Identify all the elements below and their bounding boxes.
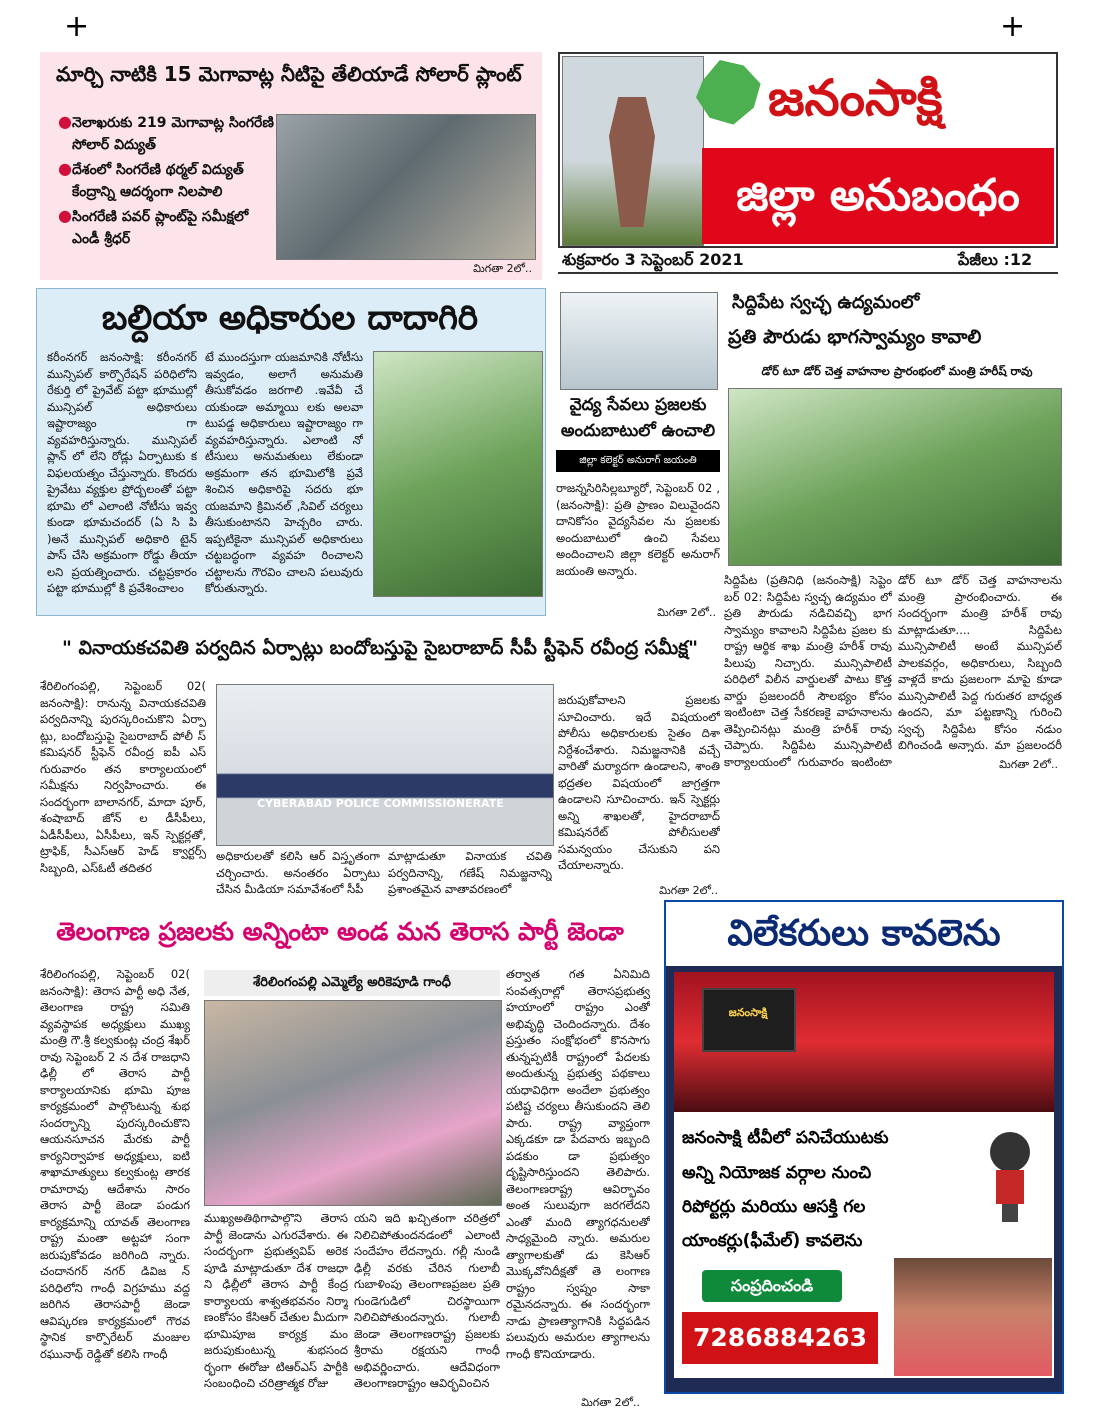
ad-line-3: రిపోర్టర్లు మరియు ఆసక్తి గల (682, 1197, 866, 1217)
masthead-monument-photo (562, 56, 704, 246)
baldia-col1: కరీంనగర్ జనంసాక్షి: కరీంనగర్ మున్సిపల్ కార్పొరేషన్ పరిధిలోని రేకుర్తి లో ప్రైవేట్ పట్టా భూముల్లో మున్సిపల్ అధికారులు ఇష్టారాజ్యం గా వ్యవహరిస్తున్నారు. మున్సిపల్ ప్లాన్ లో లేని రోడ్లు ఏర్పాటుకు క విఫలయత్నం చేస్తున్నారు. కొందరు ప్రైవేటు వ్యక్తుల ప్రోద్బలంతో పట్టా భూమి లో ఎలాంటి నోటీసు ఇవ్వ కుండా భూమచందర్ (ఏ సి పి )అనే మున్సిపల్ అధికారి టైన్ పాస్ చేసి అక్రమంగా రోడ్డు తీయా లని ప్రయత్నించారు. చట్టప్రకారం పట్టా భూముల్లో కి ప్రవేశించాలం (47, 350, 197, 595)
siddipet-caption: డోర్ టూ డోర్ చెత్త వాహనాల ప్రారంభంలో మంత్రి హరీష్ రావు (761, 364, 1033, 378)
collector-photo (560, 292, 718, 390)
siddipet-more: మిగతా 2లో.. (999, 758, 1058, 771)
siddipet-headline-1: సిద్దిపేట స్వచ్ఛ ఉద్యమంలో (732, 292, 920, 313)
solar-bullet: ● దేశంలో సింగరేణి థర్మల్ విద్యుత్ కేంద్రాన్ని ఆదర్శంగా నిలపాలి (58, 159, 244, 200)
solar-meeting-photo (276, 114, 536, 260)
police-under-photo-1: అధికారులతో కలిసి ఆర్ విస్తృతంగా చర్చించారు. అనంతరం ఏర్పాటు చేసిన మీడియా సమావేశంలో సీపీ (216, 849, 380, 896)
police-col3: జరుపుకోవాలని ప్రజలకు సూచించారు. ఇదే విషయంలో పోలీసు అధికారులకు సైతం దిశా నిర్దేశంచేశారు. నిమజ్జనానికి వచ్చే వారితో మర్యాదగా ఉండాలని, శాంతి భద్రతల విషయంలో జాగ్రత్తగా ఉండాలని సూచించారు. ఇన్ స్పెక్టర్లు అన్ని శాఖలతో, హైదరాబాద్ కమిషనరేట్ పోలీసులతో సమన్వయం చేసుకుని పని చేయాలన్నారు. (558, 693, 720, 872)
trs-col1: శేరిలింగంపల్లి, సెప్టెంబర్ 02( జనంసాక్షి): తెరాస పార్టీ అధి నేత, తెలంగాణ రాష్ట్ర సమితి వ్యవస్థాపక అధ్యక్షులు ముఖ్య మంత్రి గౌ.శ్రీ కల్వకుంట్ల చంద్ర శేఖర్ రావు సెప్టెంబర్ 2 న దేశ రాజధాని ఢిల్లీ లో తెరాస పార్టీ కార్యాలయానికు భూమి పూజ కార్యక్రమంలో పాల్గొంటున్న శుభ సందర్భాన్ని పురస్కరించుకొని ఆయనసూచన మేరకు పార్టీ కార్యనిర్వాహక అధ్యక్షులు, ఐటి శాఖామాత్యులు కల్వకుంట్ల తారక రామారావు ఆదేశాను సారం తెరాస పార్టీ జెండా పండుగ కార్యక్రమాన్ని యావత్ తెలంగాణ రాష్ట్ర మంతా అట్టహా సంగా జరుపుకోవడం జరిగింది న్నారు. చందానగర్ నగర్ డివిజ న్ పరిధిలోని గాంధీ విగ్రహము వద్ద జరిగిన తెరాసపార్టీ జెండా ఆవిష్కరణ కార్యక్రమంలో గౌరవ స్థానిక కార్పొరేటర్ మంజుల రఘునాథ్ రెడ్డితో కలిసి గాంధీ (40, 967, 190, 1361)
solar-more: మిగతా 2లో.. (473, 262, 532, 275)
masthead-title-1: జనంసాక్షి (768, 69, 943, 127)
police-meeting-photo (216, 684, 554, 846)
trs-col3: యని ఇది ఖచ్చితంగా చరిత్రలో నిలిచిపోతుందనడంలో ఎలాంటి సందేహం లేదన్నారు. గల్లీ నుండి ఢిల్లీ వరకు చేరిన గులాబీ గుబాళింపు తెలంగాణప్రజల ప్రతి గుండెగుడిలో చిరస్థాయిగా నిలిచిపోతుందన్నారు. గులాబీ జెండా తెలంగాణరాష్ట్ర ప్రజలకు శ్రీరామ రక్షయని గాంధీ అభివర్ణించారు. ఆదేవిధంగా తెలంగాణరాష్ట్రం ఆవిర్భవించిన (354, 1211, 500, 1390)
microphone-icon (972, 1132, 1042, 1222)
health-headline: వైద్య సేవలు ప్రజలకు అందుబాటులో ఉంచాలి (560, 395, 716, 441)
baldia-story (36, 288, 546, 616)
trs-story (40, 966, 650, 1409)
masthead-title-2: జిల్లా అనుబంధం (736, 170, 1020, 221)
police-col1: శేరిలింగంపల్లి, సెప్టెంబర్ 02( జనంసాక్షి): రానున్న వినాయకచవితి పర్వదినాన్ని పురస్కరించుకొని ఏర్పా ట్లు, బందోబస్తుపై సైబరాబాద్ పోలీ స్ కమిషనర్ స్టీఫెన్ రవీంద్ర ఐపీ ఎస్ గురువారం తన కార్యాలయంలో సమీక్షను నిర్వహించారు. ఈ సందర్భంగా బాలానగర్, మాదా పూర్, శంషాబాద్ జోన్ ల డీసీపీలు, ఏడీసీపీలు, ఏసీపీలు, ఇన్ స్పెక్టర్లతో, ట్రాఫిక్, సీఎస్‌ఆర్ హెడ్ క్వార్టర్స్ సిబ్బంది, ఎస్‌ఓటీ తదితర (40, 679, 206, 875)
ad-phone[interactable]: 7286884263 (682, 1312, 878, 1364)
police-story (40, 678, 720, 897)
ad-title: విలేకరులు కావలెను (666, 902, 1062, 966)
health-sub: జిల్లా కలెక్టర్ అనురాగ్ జయంతి (556, 450, 720, 472)
health-body: రాజన్నసిరిసిల్లబ్యూరో, సెప్టెంబర్ 02 , (జనంసాక్షి): ప్రతి ప్రాణం విలువైందని దానికోసం వైద్యసేవల ను ప్రజలకు అందుబాటులో ఉంచి సేవలు అందించాలని జిల్లా కలెక్టర్ అనురాగ్ జయంతి అన్నారు. (556, 481, 720, 578)
baldia-photo (373, 351, 543, 597)
ad-line-2: అన్ని నియోజక వర్గాల నుంచి (682, 1163, 872, 1183)
solar-bullet: ● సింగరేణి పవర్ ప్లాంట్‌పై సమీక్షలో ఎండీ శ్రీధర్ (58, 206, 249, 247)
siddipet-vehicle-photo (728, 388, 1062, 566)
trs-col4: తర్వాత గత ఏనిమిది సంవత్సరాల్లో తెరాసప్రభుత్వ హయాంలో రాష్ట్రం ఎంతో అభివృద్ధి చెందిందన్నారు. దేశం ప్రస్తుతం సంక్షోభంలో కొనసాగు తున్నప్పటికీ రాష్ట్రంలో పేదలకు అందుతున్న ప్రభుత్వ పథకాలు యధావిధిగా అందేలా ప్రభుత్వం పటిష్ట చర్యలు తీసుకుందని తెలి పారు. రాష్ట్ర వ్యాప్తంగా ఎక్కడకూ డా పేదవారు ఇబ్బంది పడకుం డా ప్రభుత్వం దృష్టిసారిస్తుందని తెలిపారు. తెలంగాణరాష్ట్ర ఆవిర్భావం అంత సులువుగా జరగలేదని ఎంతో మంది త్యాగధనులతో సాధ్యమైంది న్నారు. అమరుల త్యాగాలకుతో డు కెసిఆర్ మొక్కవోనిదీక్షతో తె లంగాణ రాష్ట్రం స్వప్నం సాకా రమైనదన్నారు. ఈ సందర్భంగా నాడు ప్రాణత్యాగానికి సిద్ధపడిన పలువురు అమరుల త్యాగాలను గాంధీ కొనియాడారు. (506, 967, 650, 1361)
trs-headline: తెలంగాణ ప్రజలకు అన్నింటా అండ మన తెరాస పార్టీ జెండా (56, 917, 624, 946)
masthead-rule (558, 272, 1058, 274)
police-under-photo-2: మాట్లాడుతూ వినాయక చవితి పర్వదినాన్ని, గణేష్ నిమజ్జనాన్ని ప్రశాంతమైన వాతావరణంలో (388, 849, 552, 896)
bullet-dot-icon: ● (58, 206, 72, 225)
ad-anchor-photo (894, 1258, 1052, 1376)
ad-line-1: జనంసాక్షి టీవీలో పనిచేయుటకు (682, 1128, 889, 1148)
bullet-dot-icon: ● (58, 112, 72, 131)
ad-line-4: యాంకర్లు(ఫీమేల్) కావలెను (682, 1231, 863, 1251)
masthead (558, 52, 1058, 248)
solar-bullet: ● నెలాఖరుకు 219 మెగావాట్ల సింగరేణి సోలార్ విద్యుత్ (58, 112, 274, 153)
masthead-date: శుక్రవారం 3 సెప్టెంబర్ 2021 (562, 250, 744, 269)
siddipet-headline-2: ప్రతి పౌరుడు భాగస్వామ్యం కావాలి (728, 326, 982, 348)
masthead-pages: పేజీలు :12 (958, 250, 1033, 269)
crop-mark-left: + (64, 9, 90, 44)
solar-story (40, 52, 542, 280)
police-headline: " వినాయకచవితి పర్వదిన ఏర్పాట్లు బందోబస్తుపై సైబరాబాద్ సీపీ స్టీఫెన్ రవీంద్ర సమీక్ష" (61, 637, 699, 659)
solar-bullets (58, 112, 278, 250)
reporter-ad (664, 900, 1064, 1394)
trs-photo-caption: శేరిలింగంపల్లి ఎమ్మెల్యే అరికెపూడి గాంధీ (204, 970, 500, 996)
health-more: మిగతా 2లో.. (657, 606, 716, 619)
masthead-title-2-box (702, 148, 1054, 244)
crop-mark-right: + (1000, 9, 1026, 44)
monument-shape (609, 97, 655, 227)
police-photo-sign: CYBERABAD POLICE COMMISSIONERATE (257, 797, 504, 810)
siddipet-col1: సిద్దిపేట (ప్రతినిధి (జనంసాక్షి) సెప్టెం బర్ 02: సిద్దిపేట స్వచ్ఛ ఉద్యమం లో ప్రతి పౌరుడు నడిచివచ్చి భాగ స్వామ్యం కావాలని సిద్దిపేట ప్రజల కు రాష్ట్ర ఆర్థిక శాఖ మంత్రి హరీశ్ రావు పిలుపు నిచ్చారు. మున్సిపాలిటీ పరిధిలో విలీన వార్డులతో పాటు కొత్త వార్డు ప్రజలందరీ సౌలభ్యం కోసం ఇంటింటా చెత్త సేకరణకై వాహనాలను తెప్పించినట్లు మంత్రి హరీశ్ రావు చెప్పారు. సిద్దిపేట మున్సిపాలిటీ కార్యాలయంలో గురువారం ఇంటింటా (724, 573, 892, 769)
baldia-headline: బల్దియా అధికారుల దాదాగిరి (101, 298, 479, 338)
trs-col2: ముఖ్యఅతిథిగాపాల్గొని తెరాస పార్టీ జెండాను ఎగురవేశారు. ఈ సందర్భంగా ప్రభుత్వవిప్ అరెక పూడి మాట్లాడుతూ దేశ రాజధా ని ఢిల్లీలో తెరాస పార్టీ కేంద్ర కార్యాలయ శాశ్వతభవనం నిర్మా ణంకోసం కేసిఆర్ చేతుల మీదుగా భూమిపూజ కార్యక్ర మం జరుపుకుంటున్న శుభసంద ర్భంగా ఈరోజు టిఆర్ఎస్ పార్టీకి సంబంధించి చరిత్రాత్మక రోజు (204, 1211, 348, 1390)
telangana-map-icon (696, 60, 764, 128)
bullet-dot-icon: ● (58, 159, 72, 178)
ad-logo: జనంసాక్షి (728, 1006, 768, 1019)
trs-more: మిగతా 2లో.. (581, 1396, 640, 1409)
siddipet-col2: డోర్ టూ డోర్ చెత్త వాహనాలను మంత్రి ప్రారంభించారు. ఈ సందర్భంగా మంత్రి హరీశ్ రావు మాట్లాడుతూ.... సిద్దిపేట మున్సిపాలిటీ అంటే మున్సిపల్ పాలకవర్గం, అధికారులు, సిబ్బంది వాళ్లదే కాదు ప్రజలంగా మాపై కూడా మున్సిపాలిటీ పెద్ద గురుతర బాధ్యత ఉందని, మా పట్టణాన్ని గురించి స్వచ్ఛ సిద్దిపేట కోసం నడుం బిగించండి అన్నారు. మా ప్రజలందరీ (898, 573, 1062, 752)
baldia-col2: టే ముందస్తుగా యజమానికి నోటీసు ఇవ్వడం, అలాగే అనుమతి తీసుకోవడం జరగాలి .ఇవేవీ చే యకుండా అమ్మాయి లకు అలవా టుపడ్డ అధికారులు ఇష్టారాజ్యం గా వ్యవహరిస్తున్నారు. ఎలాంటి నో టీసులు అనుమతులు లేకుండా అక్రమంగా తన భూమిలోకి ప్రవే శించిన అధికారిపై సదరు భూ యజమాని క్రిమినల్ ,సివిల్ చర్యలు తీసుకుంటానని హెచ్చరిం చారు. ఇప్పటికైనా మున్సిపల్ అధికారులు చట్టబద్ధంగా వ్యవహ రించాలని చట్టాలను గౌరవిం చాలని పలువురు కోరుతున్నారు. (205, 350, 363, 595)
police-more: మిగతా 2లో.. (659, 884, 718, 897)
health-story (556, 288, 720, 618)
solar-headline: మార్చి నాటికి 15 మెగావాట్ల నీటిపై తేలియాడే సోలార్ ప్లాంట్ (56, 62, 522, 86)
siddipet-story (724, 288, 1064, 778)
ad-contact-label: సంప్రదించండి (702, 1270, 842, 1302)
trs-flag-photo (204, 1000, 502, 1206)
